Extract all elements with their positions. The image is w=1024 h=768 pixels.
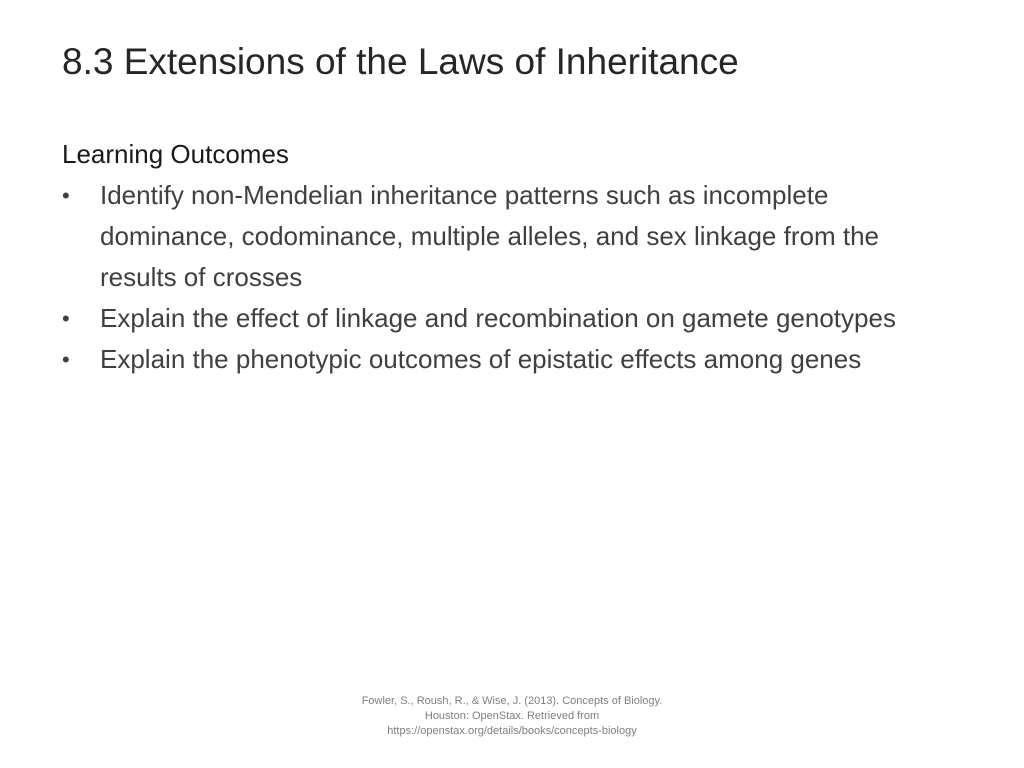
list-item xyxy=(62,339,962,380)
slide-title: 8.3 Extensions of the Laws of Inheritance xyxy=(62,41,739,82)
outcome-text: Explain the phenotypic outcomes of epistatic effects among genes xyxy=(100,344,862,374)
outcome-text: Explain the effect of linkage and recombination on gamete genotypes xyxy=(100,303,896,333)
citation xyxy=(312,694,712,739)
slide-body xyxy=(62,134,962,380)
list-item xyxy=(62,175,962,298)
bullet-icon: • xyxy=(62,183,70,208)
learning-outcomes-list xyxy=(62,175,962,380)
outcome-text: Identify non-Mendelian inheritance patterns such as incomplete dominance, codominance, multiple alleles, and sex linkage from the results of crosses xyxy=(100,180,879,292)
bullet-icon: • xyxy=(62,347,70,372)
citation-url: https://openstax.org/details/books/concepts-biology xyxy=(387,725,637,737)
citation-line: Fowler, S., Roush, R., & Wise, J. (2013). Concepts of Biology. xyxy=(361,695,663,707)
bullet-icon: • xyxy=(62,306,70,331)
citation-line: Houston: OpenStax. Retrieved from xyxy=(424,710,600,722)
learning-outcomes-heading: Learning Outcomes xyxy=(62,139,289,169)
list-item xyxy=(62,298,962,339)
